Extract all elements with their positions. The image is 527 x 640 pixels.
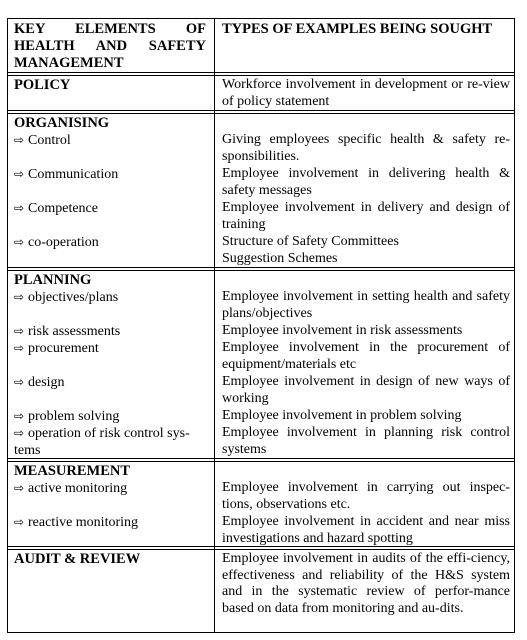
arrow-right-icon: ⇨ (14, 290, 25, 304)
row-value: Employee involvement in audits of the effi-ciency, effectiveness and reliability of the H&S system and in the systematic review of perfor-mance based on data from monitoring and au-dits. (222, 551, 510, 616)
row-value: Workforce involvement in development or re-view of policy statement (222, 77, 510, 109)
arrow-right-icon: ⇨ (14, 341, 25, 355)
section-planning (8, 267, 514, 462)
section-policy (8, 72, 514, 114)
row-value: Employee involvement in problem solving (222, 408, 462, 423)
section-audit-review (8, 546, 514, 637)
row-value: Employee involvement in setting health and safety plans/objectives (222, 289, 510, 321)
row-value: Employee involvement in the procurement of equipment/materials etc (222, 340, 510, 372)
arrow-right-icon: ⇨ (14, 235, 25, 249)
row-key: ⇨ active monitoring (14, 481, 128, 496)
row-key: ⇨ reactive monitoring (14, 515, 139, 530)
row-value: Employee involvement in delivery and design of training (222, 200, 510, 232)
row-key: ⇨ design (14, 375, 65, 390)
row-key: ⇨ co-operation (14, 235, 99, 250)
row-value: Employee involvement in risk assessments (222, 323, 463, 338)
arrow-right-icon: ⇨ (14, 409, 25, 423)
row-value: Employee involvement in accident and near miss investigations and hazard spotting (222, 514, 510, 546)
section-organising (8, 110, 514, 271)
section-title: PLANNING (14, 272, 92, 288)
row-value: Structure of Safety Committees Suggestion Schemes (222, 234, 399, 266)
row-key: ⇨ risk assessments (14, 324, 121, 339)
health-safety-table (7, 18, 515, 633)
arrow-right-icon: ⇨ (14, 133, 25, 147)
arrow-right-icon: ⇨ (14, 481, 25, 495)
arrow-right-icon: ⇨ (14, 426, 25, 440)
row-value: Giving employees specific health & safety re-sponsibilities. (222, 132, 510, 164)
table-header (8, 19, 514, 72)
section-title: ORGANISING (14, 115, 110, 131)
row-key: ⇨ procurement (14, 341, 99, 356)
section-measurement (8, 458, 514, 550)
arrow-right-icon: ⇨ (14, 324, 25, 338)
section-title: AUDIT & REVIEW (14, 551, 141, 567)
arrow-right-icon: ⇨ (14, 375, 25, 389)
arrow-right-icon: ⇨ (14, 201, 25, 215)
row-key: ⇨ problem solving (14, 409, 120, 424)
arrow-right-icon: ⇨ (14, 167, 25, 181)
row-value: Employee involvement in delivering health & safety messages (222, 166, 510, 198)
section-title: POLICY (14, 77, 71, 93)
row-key: ⇨ Control (14, 133, 71, 148)
header-key-elements: KEY ELEMENTS OF HEALTH AND SAFETY MANAGEMENT (14, 21, 206, 71)
header-types-of-examples: TYPES OF EXAMPLES BEING SOUGHT (222, 21, 493, 37)
section-title: MEASUREMENT (14, 463, 131, 479)
row-value: Employee involvement in design of new ways of working (222, 374, 510, 406)
row-key: ⇨ Competence (14, 201, 98, 216)
row-value: Employee involvement in carrying out inspec-tions, observations etc. (222, 480, 510, 512)
row-key: ⇨ Communication (14, 167, 119, 182)
row-key: ⇨ operation of risk control sys-tems (14, 426, 190, 458)
arrow-right-icon: ⇨ (14, 515, 25, 529)
row-value: Employee involvement in planning risk control systems (222, 425, 510, 457)
row-key: ⇨ objectives/plans (14, 290, 119, 305)
